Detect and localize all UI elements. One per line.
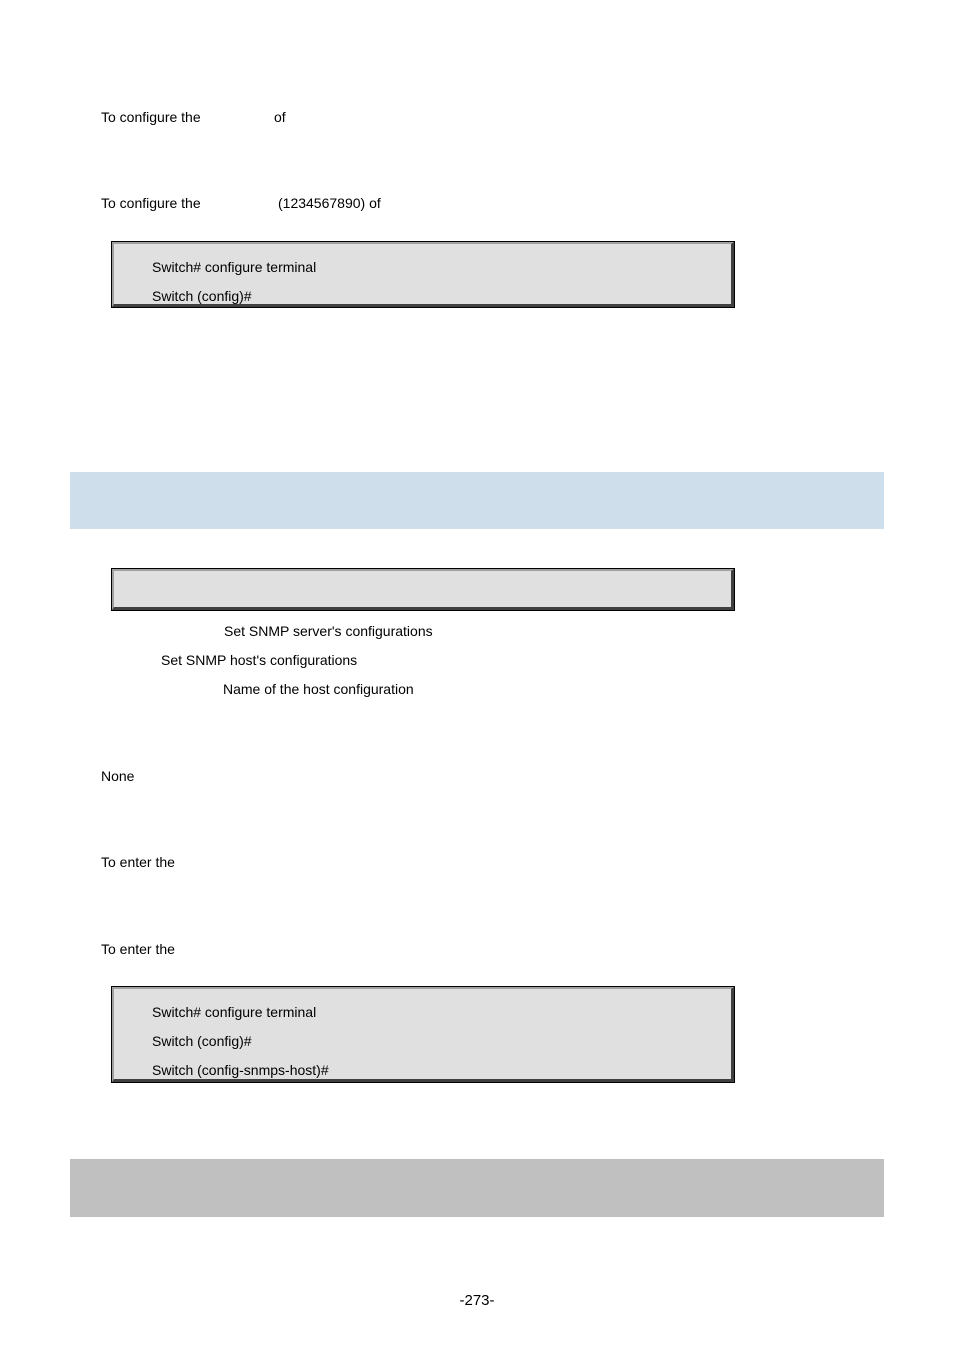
code-example-top [112, 242, 734, 307]
command-syntax-box [112, 569, 734, 610]
description-1 [101, 109, 286, 125]
parameter-description: Set SNMP host's configurations [161, 652, 358, 668]
description-2-suffix: (1234567890) of [278, 195, 381, 211]
page-number: -273- [459, 1292, 495, 1309]
code-line: Switch (config)# [152, 288, 252, 304]
next-section-band [70, 1159, 884, 1217]
parameter-description: Set SNMP server's configurations [224, 623, 433, 639]
example-text: To enter the [101, 941, 175, 957]
description-1-suffix: of [274, 109, 286, 125]
parameter-description: Name of the host configuration [223, 681, 414, 697]
code-line: Switch (config)# [152, 1033, 252, 1049]
description-2 [101, 195, 381, 211]
code-example-bottom [112, 987, 734, 1082]
code-line: Switch (config-snmps-host)# [152, 1062, 329, 1078]
default-value: None [101, 768, 135, 784]
description-2-prefix: To configure the [101, 195, 201, 211]
code-line: Switch# configure terminal [152, 259, 317, 275]
code-line: Switch# configure terminal [152, 1004, 317, 1020]
section-heading-band [70, 472, 884, 529]
usage-text: To enter the [101, 854, 175, 870]
description-1-prefix: To configure the [101, 109, 201, 125]
